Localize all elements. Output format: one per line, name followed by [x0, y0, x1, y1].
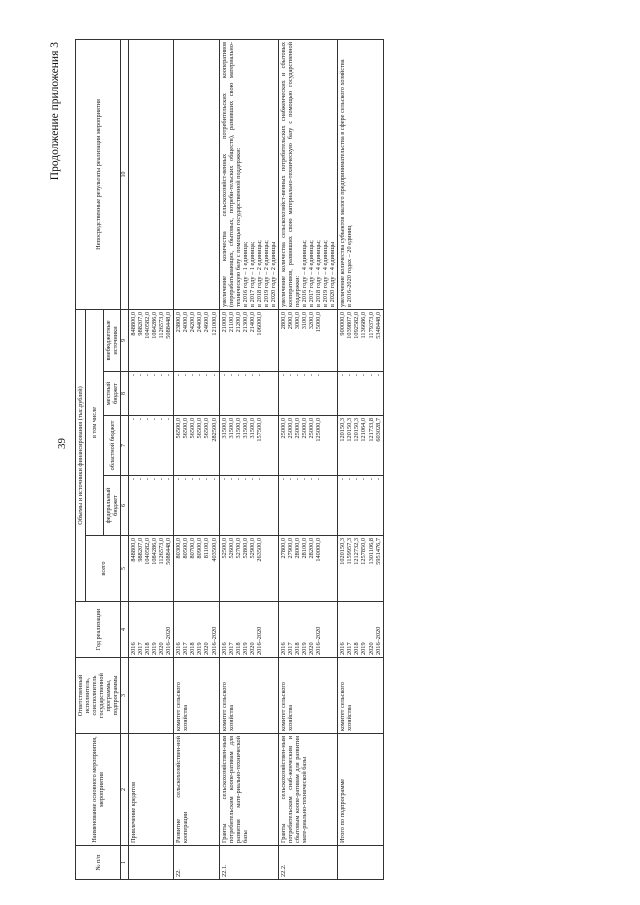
row-result-line: в 2020 году – 2 единицы	[269, 241, 277, 307]
row-federal-line: -	[189, 478, 197, 481]
row-federal-line: -	[227, 478, 235, 481]
row-regional-line: 31500,0	[227, 418, 235, 439]
row-years-line: 2019	[301, 642, 309, 655]
row-responsible: комитет сельского хозяйства	[278, 658, 337, 734]
row-local-line: -	[203, 374, 211, 377]
row-extrabudgetary-line: 24200,0	[189, 311, 197, 333]
row-total-line: 1159957,3	[346, 538, 354, 565]
row-years-line: 2016–2020	[165, 626, 173, 655]
row-years	[338, 602, 383, 658]
col-number: 9	[121, 309, 129, 371]
row-regional	[219, 416, 278, 476]
row-total-line: 80700,0	[189, 538, 197, 559]
header-extrabudgetary: внебюджетные источники	[104, 309, 121, 371]
row-regional-line: 31500,0	[234, 418, 242, 439]
row-result-line: в 2016-2020 годах – 20 единиц	[346, 225, 354, 307]
row-name: Итого по подпрограмме	[338, 734, 383, 846]
col-number: 8	[121, 372, 129, 416]
row-years-line: 2016	[130, 642, 137, 655]
row-extrabudgetary-line: 1126573,0	[158, 311, 166, 339]
row-years-line: 2020	[203, 642, 211, 655]
row-result-line: в 2019 году – 4 единицы;	[322, 240, 330, 307]
row-result	[129, 39, 174, 309]
row-local-line: -	[210, 374, 218, 377]
row-local-line: -	[367, 374, 375, 377]
row-local-line: -	[241, 374, 249, 377]
row-result	[338, 39, 383, 309]
row-local-line: -	[144, 374, 152, 377]
row-years-line: 2020	[248, 642, 256, 655]
row-total-line: 1257850,0	[360, 538, 368, 565]
row-local-line: -	[182, 374, 190, 377]
row-regional	[338, 416, 383, 476]
row-responsible	[129, 658, 174, 734]
row-years-line: 2019	[151, 642, 159, 655]
header-responsible: Ответственный исполнитель, соисполнитель государственной программы, подпрограммы	[76, 658, 121, 734]
row-extrabudgetary-line: 21400,0	[248, 311, 256, 333]
row-years-line: 2017	[227, 642, 235, 655]
row-extrabudgetary	[174, 309, 219, 371]
row-federal-line: -	[210, 478, 218, 481]
row-extrabudgetary-line: 2900,0	[286, 311, 294, 330]
row-regional-line: 56500,0	[175, 418, 183, 439]
row-result	[278, 39, 337, 309]
row-result-line: в 2020 году – 4 единицы	[329, 241, 337, 307]
row-federal	[278, 476, 337, 536]
row-local	[278, 372, 337, 416]
table-row	[174, 39, 219, 879]
row-total	[129, 536, 174, 602]
row-regional-line: 25000,0	[279, 418, 287, 439]
row-federal-line: -	[130, 478, 137, 481]
row-name: Гранты сельскохозяйствен-ным потребительским снаб-женческим и сбытовым коопе-ративам для развития мате-риально-технической базы	[278, 734, 337, 846]
row-result-line: увеличение количества субъектов малого предпринимательства в сфере сельского хозяйства	[339, 59, 347, 307]
row-responsible: комитет сельского хозяйства	[338, 658, 383, 734]
row-regional-line: -	[137, 418, 145, 421]
row-extrabudgetary	[129, 309, 174, 371]
row-extrabudgetary-line: 24000,0	[182, 311, 190, 333]
row-extrabudgetary	[278, 309, 337, 371]
row-local-line: -	[137, 374, 145, 377]
row-responsible: комитет сельского хозяйства	[219, 658, 278, 734]
row-extrabudgetary-line: 21300,0	[241, 311, 249, 333]
row-federal-line: -	[165, 478, 173, 481]
row-years-line: 2019	[241, 642, 249, 655]
table-row	[338, 39, 383, 879]
row-regional-line: 120150,3	[353, 418, 361, 442]
row-years-line: 2016–2020	[315, 626, 323, 655]
header-name: Наименование основного мероприятия, мероприятия	[76, 734, 121, 846]
row-result-line: в 2018 году – 2 единицы;	[255, 240, 263, 307]
row-total-line: 52800,0	[241, 538, 249, 559]
row-extrabudgetary-line: 3100,0	[301, 311, 309, 330]
row-total-line: 52900,0	[248, 538, 256, 559]
row-name: Развитие сельскохозяйствен-ной кооперации	[174, 734, 219, 846]
row-years-line: 2017	[137, 642, 145, 655]
header-num: № п/п	[76, 846, 121, 880]
header-regional: областной бюджет	[104, 416, 121, 476]
row-regional-line: 121064,0	[360, 418, 368, 442]
row-extrabudgetary-line: 1084286,0	[151, 311, 159, 339]
row-regional-line: 157500,0	[255, 418, 263, 442]
row-local-line: -	[158, 374, 166, 377]
row-years-line: 2016	[279, 642, 287, 655]
row-local-line: -	[165, 374, 173, 377]
row-extrabudgetary-line: 1179373,0	[367, 311, 375, 339]
row-local-line: -	[374, 374, 382, 377]
row-total-line: 263500,0	[255, 538, 263, 562]
row-years-line: 2016–2020	[374, 626, 382, 655]
row-federal-line: -	[241, 478, 249, 481]
row-name: Гранты сельскохозяйствен-ным потребительским коопе-ративам для развития мате-риально-технической базы	[219, 734, 278, 846]
row-extrabudgetary	[338, 309, 383, 371]
col-number: 10	[121, 39, 129, 309]
row-total-line: 403500,0	[210, 538, 218, 562]
row-local-line: -	[220, 374, 228, 377]
row-years-line: 2020	[367, 642, 375, 655]
row-extrabudgetary-line: 1040582,0	[144, 311, 152, 339]
row-years-line: 2018	[189, 642, 197, 655]
row-regional-line: 120150,3	[346, 418, 354, 442]
row-extrabudgetary-line: 5088448,0	[165, 311, 173, 339]
row-number: 22.	[174, 846, 219, 880]
row-regional-line: 56500,0	[189, 418, 197, 439]
row-total-line: 1084286,0	[151, 538, 159, 565]
row-federal-line: -	[220, 478, 228, 481]
row-years-line: 2017	[346, 642, 354, 655]
row-regional	[129, 416, 174, 476]
row-regional-line: 31500,0	[241, 418, 249, 439]
col-number: 2	[121, 734, 129, 846]
col-number: 1	[121, 846, 129, 880]
col-number: 4	[121, 602, 129, 658]
row-years-line: 2016	[175, 642, 183, 655]
row-total-line: 1126573,0	[158, 538, 166, 565]
row-federal-line: -	[286, 478, 294, 481]
row-extrabudgetary-line: 1039807,0	[346, 311, 354, 339]
row-total	[278, 536, 337, 602]
row-result-line: в 2017 году – 4 единицы;	[308, 240, 316, 307]
row-regional-line: 56500,0	[182, 418, 190, 439]
table-row	[129, 39, 174, 879]
row-result-line: увеличение количества сельскохозяйст-венных потребительских снабженческих и сбытовых кооперативов, развивших свою материально-техническую базу с помощью государственной поддержки:	[279, 41, 302, 307]
row-regional-line: -	[165, 418, 173, 421]
row-total	[219, 536, 278, 602]
row-local-line: -	[151, 374, 159, 377]
row-federal	[219, 476, 278, 536]
row-total	[338, 536, 383, 602]
continuation-title: Продолжение приложения 3	[49, 42, 61, 181]
row-number	[338, 846, 383, 880]
row-regional-line: 31500,0	[220, 418, 228, 439]
row-extrabudgetary-line: 3200,0	[308, 311, 316, 330]
row-local-line: -	[175, 374, 183, 377]
table-row	[278, 39, 337, 879]
header-volumes: Объемы и источники финансирования (тыс.рублей)	[76, 309, 86, 601]
row-years-line: 2016	[220, 642, 228, 655]
row-local-line: -	[294, 374, 302, 377]
row-federal-line: -	[255, 478, 263, 481]
row-total-line: 52600,0	[227, 538, 235, 559]
row-federal-line: -	[315, 478, 323, 481]
row-regional-line: 25000,0	[301, 418, 309, 439]
row-local-line: -	[301, 374, 309, 377]
row-number	[129, 846, 174, 880]
row-local-line: -	[346, 374, 354, 377]
row-years-line: 2016	[339, 642, 347, 655]
row-extrabudgetary-line: 3000,0	[294, 311, 302, 330]
row-regional-line: 25000,0	[286, 418, 294, 439]
row-years-line: 2020	[308, 642, 316, 655]
row-regional-line: -	[158, 418, 166, 421]
row-extrabudgetary	[219, 309, 278, 371]
row-extrabudgetary-line: 848800,0	[130, 311, 137, 336]
row-local-line: -	[130, 374, 137, 377]
row-regional-line: 120150,3	[339, 418, 347, 442]
row-regional-line: -	[130, 418, 137, 421]
column-numbers-row	[121, 39, 129, 879]
rotated-page	[49, 40, 615, 880]
row-federal-line: -	[294, 478, 302, 481]
row-local-line: -	[308, 374, 316, 377]
row-extrabudgetary-line: 15000,0	[315, 311, 323, 333]
row-regional-line: 125000,0	[315, 418, 323, 442]
row-total-line: 28100,0	[301, 538, 309, 559]
row-years-line: 2016–2020	[210, 626, 218, 655]
row-regional	[278, 416, 337, 476]
program-table	[75, 39, 384, 880]
row-regional	[174, 416, 219, 476]
row-years	[278, 602, 337, 658]
row-local-line: -	[248, 374, 256, 377]
col-number: 7	[121, 416, 129, 476]
row-local	[174, 372, 219, 416]
header-local: местный бюджет	[104, 372, 121, 416]
row-extrabudgetary-line: 2800,0	[279, 311, 287, 330]
row-extrabudgetary-line: 988207,0	[137, 311, 145, 336]
row-name: Привлечение кредитов	[129, 734, 174, 846]
row-total-line: 81100,0	[203, 538, 211, 559]
row-federal-line: -	[374, 478, 382, 481]
row-federal-line: -	[234, 478, 242, 481]
row-extrabudgetary-line: 5348448,0	[374, 311, 382, 339]
header-result: Непосредственные результаты реализации мероприятия	[76, 39, 121, 309]
row-extrabudgetary-line: 1136686,0	[360, 311, 368, 339]
header-year: Год реализации	[76, 602, 121, 658]
row-regional-line: -	[144, 418, 152, 421]
row-total-line: 80900,0	[196, 538, 204, 559]
row-federal-line: -	[346, 478, 354, 481]
row-total-line: 5088448,0	[165, 538, 173, 565]
row-years-line: 2020	[158, 642, 166, 655]
page-number: 39	[56, 438, 68, 449]
row-result-line: в 2016 году – 4 единицы;	[301, 240, 309, 307]
row-total-line: 28000,0	[294, 538, 302, 559]
row-total-line: 1212732,3	[353, 538, 361, 565]
row-local-line: -	[196, 374, 204, 377]
row-number: 22.2.	[278, 846, 337, 880]
row-total-line: 1020150,3	[339, 538, 347, 565]
row-local	[338, 372, 383, 416]
row-federal-line: -	[279, 478, 287, 481]
row-regional-line: 121733,8	[367, 418, 375, 442]
row-total-line: 28200,0	[308, 538, 316, 559]
row-years-line: 2018	[234, 642, 242, 655]
row-extrabudgetary-line: 900000,0	[339, 311, 347, 336]
row-years-line: 2018	[294, 642, 302, 655]
row-local	[219, 372, 278, 416]
row-years-line: 2019	[196, 642, 204, 655]
row-local-line: -	[189, 374, 197, 377]
row-years-line: 2017	[286, 642, 294, 655]
row-federal-line: -	[158, 478, 166, 481]
row-local-line: -	[360, 374, 368, 377]
row-regional-line: 603028,7	[374, 418, 382, 442]
row-total-line: 52700,0	[234, 538, 242, 559]
table-row	[219, 39, 278, 879]
row-extrabudgetary-line: 21100,0	[227, 311, 235, 333]
row-local-line: -	[227, 374, 235, 377]
row-total-line: 1040582,0	[144, 538, 152, 565]
row-result-line: в 2019 году – 2 единицы;	[262, 240, 270, 307]
row-extrabudgetary-line: 21200,0	[234, 311, 242, 333]
row-result-line: в 2017 году – 1 единица;	[248, 241, 256, 307]
row-regional-line: 56500,0	[203, 418, 211, 439]
row-result-line: в 2016 году – 1 единица;	[241, 241, 249, 307]
row-regional-line: 25000,0	[308, 418, 316, 439]
col-number: 6	[121, 476, 129, 536]
row-regional-line: 31500,0	[248, 418, 256, 439]
row-local	[129, 372, 174, 416]
row-years	[129, 602, 174, 658]
row-extrabudgetary-line: 24600,0	[203, 311, 211, 333]
row-total-line: 52500,0	[220, 538, 228, 559]
row-result	[219, 39, 278, 309]
row-total-line: 848800,0	[130, 538, 137, 562]
row-regional-line: -	[151, 418, 159, 421]
row-years-line: 2018	[353, 642, 361, 655]
row-local-line: -	[279, 374, 287, 377]
row-federal-line: -	[367, 478, 375, 481]
row-extrabudgetary-line: 121000,0	[210, 311, 218, 336]
row-responsible: комитет сельского хозяйства	[174, 658, 219, 734]
header-total: всего	[86, 536, 121, 602]
row-extrabudgetary-line: 21000,0	[220, 311, 228, 333]
row-federal-line: -	[144, 478, 152, 481]
row-local-line: -	[339, 374, 347, 377]
row-result-line: в 2018 году – 4 единицы;	[315, 240, 323, 307]
row-extrabudgetary-line: 23800,0	[175, 311, 183, 333]
row-federal-line: -	[248, 478, 256, 481]
row-total-line: 988207,0	[137, 538, 145, 562]
col-number: 5	[121, 536, 129, 602]
row-regional-line: 25000,0	[294, 418, 302, 439]
row-number: 22.1.	[219, 846, 278, 880]
row-federal-line: -	[182, 478, 190, 481]
row-federal-line: -	[137, 478, 145, 481]
row-federal-line: -	[151, 478, 159, 481]
row-federal-line: -	[203, 478, 211, 481]
row-extrabudgetary-line: 24400,0	[196, 311, 204, 333]
row-regional-line: 282500,0	[210, 418, 218, 442]
row-federal-line: -	[353, 478, 361, 481]
row-federal-line: -	[196, 478, 204, 481]
row-federal	[338, 476, 383, 536]
row-years	[219, 602, 278, 658]
row-federal	[174, 476, 219, 536]
row-years-line: 2017	[182, 642, 190, 655]
row-total-line: 5951476,7	[374, 538, 382, 565]
row-years-line: 2019	[360, 642, 368, 655]
row-total-line: 80500,0	[182, 538, 190, 559]
row-total-line: 140000,0	[315, 538, 323, 562]
row-total-line: 80300,0	[175, 538, 183, 559]
row-total-line: 27800,0	[279, 538, 287, 559]
row-result-line: увеличение количества сельскохозяйст-венных потребительских кооперативов (перерабатывающих, сбытовых, потреби-тельских обществ), развивших свою материально-техническую базу с помощью государственной поддержки:	[220, 41, 242, 307]
row-local-line: -	[353, 374, 361, 377]
row-extrabudgetary-line: 106000,0	[255, 311, 263, 336]
row-local-line: -	[315, 374, 323, 377]
header-including: в том числе	[86, 309, 104, 535]
row-years-line: 2018	[144, 642, 152, 655]
row-local-line: -	[234, 374, 242, 377]
row-local-line: -	[255, 374, 263, 377]
col-number: 3	[121, 658, 129, 734]
row-total-line: 1301106,8	[367, 538, 375, 565]
row-extrabudgetary-line: 1092582,0	[353, 311, 361, 339]
table-body	[129, 39, 384, 879]
row-years-line: 2016–2020	[255, 626, 263, 655]
row-federal-line: -	[175, 478, 183, 481]
row-regional-line: 56500,0	[196, 418, 204, 439]
row-federal-line: -	[301, 478, 309, 481]
row-federal-line: -	[339, 478, 347, 481]
row-federal	[129, 476, 174, 536]
row-total-line: 27900,0	[286, 538, 294, 559]
row-federal-line: -	[308, 478, 316, 481]
header-federal: федеральный бюджет	[104, 476, 121, 536]
row-total	[174, 536, 219, 602]
row-federal-line: -	[360, 478, 368, 481]
row-years	[174, 602, 219, 658]
row-result	[174, 39, 219, 309]
row-local-line: -	[286, 374, 294, 377]
